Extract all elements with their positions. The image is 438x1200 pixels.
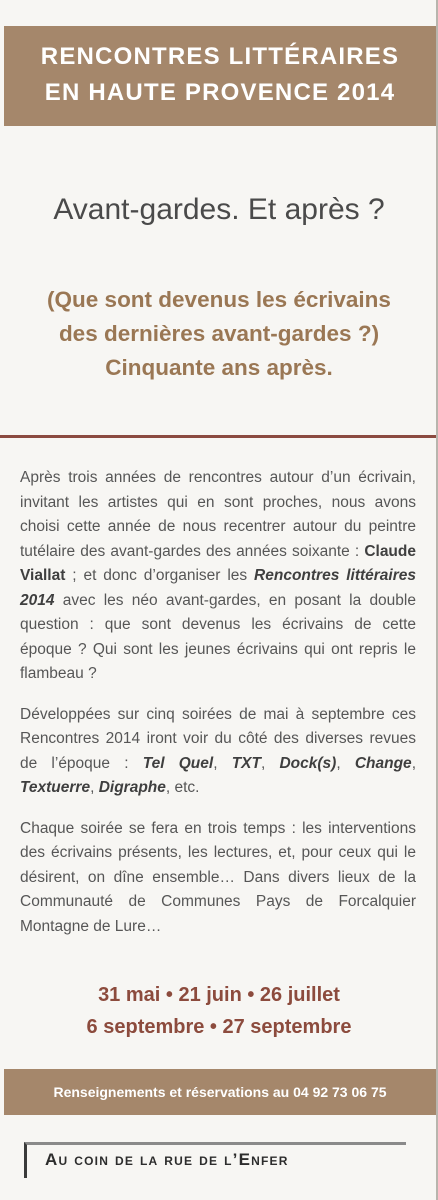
publisher-frame [24,1142,406,1178]
review-digraphe: Digraphe [98,779,166,796]
review-change: Change [354,754,412,772]
dates-line1: 31 mai • 21 juin • 26 juillet [98,984,340,1006]
subheadline [0,283,438,385]
review-tel-quel: Tel Quel [142,754,214,772]
divider-rule [0,435,436,438]
intro-text-3: avec les néo avant-gardes, en posant la double question : que sont devenus les écrivains de cette époque ? Qui sont les jeunes écrivains qui ont repris le flambeau ? [20,591,416,682]
header-title-line2: EN HAUTE PROVENCE 2014 [44,79,396,106]
reviews-text: Développées sur cinq soirées de mai à septembre ces Rencontres 2014 iront voir du côté des diverses revues de l’époque : [20,705,416,772]
paragraph-evenings: Chaque soirée se fera en trois temps : les interventions des écrivains présents, les lectures, et, pour ceux qui le désirent, on dîne ensemble… Dans divers lieux de la Communauté de Communes Pays de Forcalquier Montagne de Lure… [20,819,416,935]
review-separator: , [411,754,416,772]
reviews-end: , etc. [165,779,200,796]
artist-name: Claude Viallat [20,542,416,584]
review-textuerre: Textuerre [20,779,91,796]
header-title-line1: RENCONTRES LITTÉRAIRES [40,43,400,70]
dates-line2: 6 septembre • 27 septembre [86,1016,352,1038]
event-name: Rencontres littéraires 2014 [20,567,416,609]
subheadline-line1: (Que sont devenus les écrivains [47,287,391,312]
headline: Avant-gardes. Et après ? [53,193,385,226]
paragraph-intro [20,466,416,687]
intro-text-2: ; et donc d’organiser les [65,567,255,584]
review-separator: , [90,779,99,796]
header-banner [4,26,436,126]
review-separator: , [336,754,355,772]
paragraph-reviews [20,703,416,801]
intro-text-1: Après trois années de rencontres autour d’un écrivain, invitant les artistes qui en sont proches, nous avons choisi cette année de nous recentrer autour du peintre tutélaire des avant-gardes des années soixante : [20,469,416,560]
review-separator: , [213,754,232,772]
subheadline-line2: des dernières avant-gardes ?) [58,321,380,346]
review-docks: Dock(s) [279,754,337,772]
subheadline-line3: Cinquante ans après. [105,355,333,380]
review-txt: TXT [231,754,261,772]
publisher-name: Au coin de la rue de l’Enfer [45,1150,289,1169]
event-dates [0,979,438,1043]
body-text [20,466,416,955]
reservation-info-bar: Renseignements et réservations au 04 92 73 06 75 [4,1069,436,1115]
review-separator: , [260,754,280,772]
